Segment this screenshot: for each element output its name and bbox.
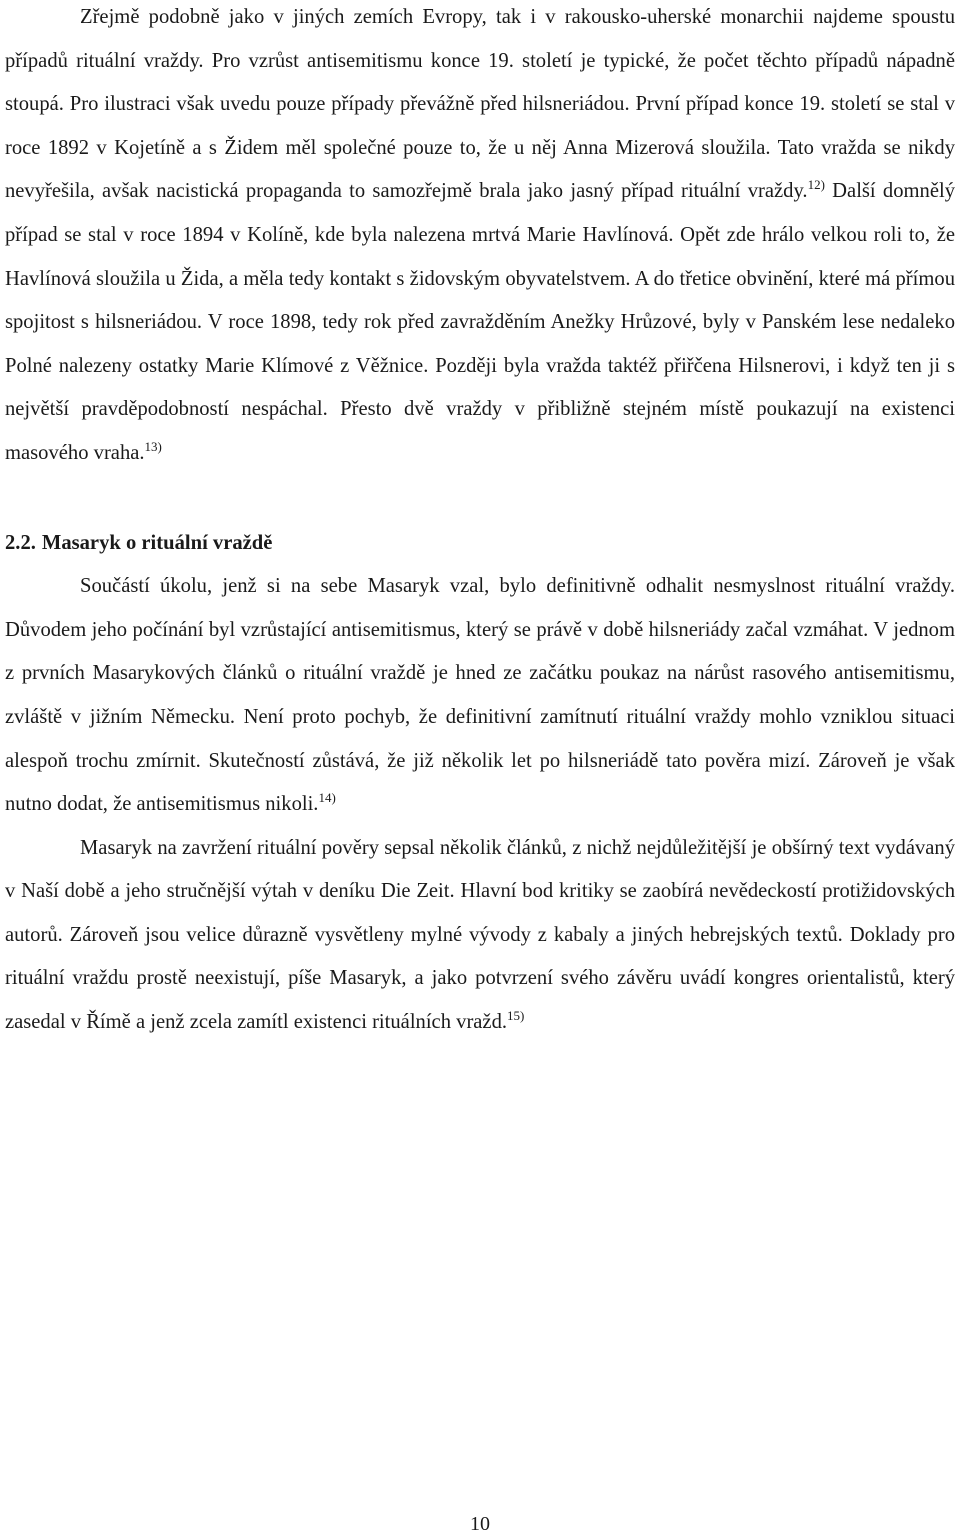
document-page [5, 0, 955, 1045]
footnote-marker: 12) [807, 177, 825, 193]
footnote-marker: 14) [318, 790, 336, 806]
paragraph-ritual-murder-cases [5, 0, 955, 476]
paragraph-text: Masaryk na zavržení rituální pověry sepsal několik článků, z nichž nejdůležitější je obšírný text vydávaný v Naší době a jeho stručnější výtah v deníku Die Zeit. Hlavní bod kritiky se zaobírá nevědeckostí protižidovských autorů. Zároveň jsou velice důrazně vysvětleny mylné vývody z kabaly a jiných hebrejských textů. Doklady pro rituální vraždu prostě neexistují, píše Masaryk, a jako potvrzení svého závěru uvádí kongres orientalistů, který zasedal v Římě a jenž zcela zamítl existenci rituálních vražd. [5, 836, 955, 1034]
paragraph-masaryk-task [5, 565, 955, 827]
section-heading [5, 522, 955, 566]
page-number: 10 [470, 1513, 490, 1535]
footnote-marker: 13) [144, 438, 162, 454]
section-number: 2.2. [5, 531, 36, 554]
footnote-marker: 15) [507, 1008, 525, 1024]
paragraph-text-continued: Další domnělý případ se stal v roce 1894 v Kolíně, kde byla nalezena mrtvá Marie Havlínová. Opět zde hrálo velkou roli to, že Havlínová sloužila u Žida, a měla tedy kontakt s židovským obyvatelstvem. A do třetice obvinění, které má přímou spojitost s hilsneriádou. V roce 1898, tedy rok před zavražděním Anežky Hrůzové, byly v Panském lese nedaleko Polné nalezeny ostatky Marie Klímové z Věžnice. Později byla vražda taktéž přiřčena Hilsnerovi, i když ten ji s největší pravděpodobností nespáchal. Přesto dvě vraždy v přibližně stejném místě poukazují na existenci masového vraha. [5, 180, 955, 464]
paragraph-text: Součástí úkolu, jenž si na sebe Masaryk vzal, bylo definitivně odhalit nesmyslnost rituální vraždy. Důvodem jeho počínání byl vzrůstající antisemitismus, který se právě v době hilsneriády začal vzmáhat. V jednom z prvních Masarykových článků o rituální vraždě je hned ze začátku poukaz na nárůst rasového antisemitismu, zvláště v jižním Německu. Není proto pochyb, že definitivní zamítnutí rituální vraždy mohlo vzniklou situaci alespoň trochu zmírnit. Skutečností zůstává, že již několik let po hilsneriádě tato pověra mizí. Zároveň je však nutno dodat, že antisemitismus nikoli. [5, 575, 955, 816]
section-title: Masaryk o rituální vraždě [41, 531, 273, 554]
paragraph-masaryk-articles [5, 827, 955, 1045]
paragraph-text: Zřejmě podobně jako v jiných zemích Evropy, tak i v rakousko-uherské monarchii najdeme spoustu případů rituální vraždy. Pro vzrůst antisemitismu konce 19. století je typické, že počet těchto případů nápadně stoupá. Pro ilustraci však uvedu pouze případy převážně před hilsneriádou. První případ konce 19. století se stal v roce 1892 v Kojetíně a s Židem měl společné pouze to, že u něj Anna Mizerová sloužila. Tato vražda se nikdy nevyřešila, avšak nacistická propaganda to samozřejmě brala jako jasný případ rituální vraždy. [5, 6, 955, 203]
